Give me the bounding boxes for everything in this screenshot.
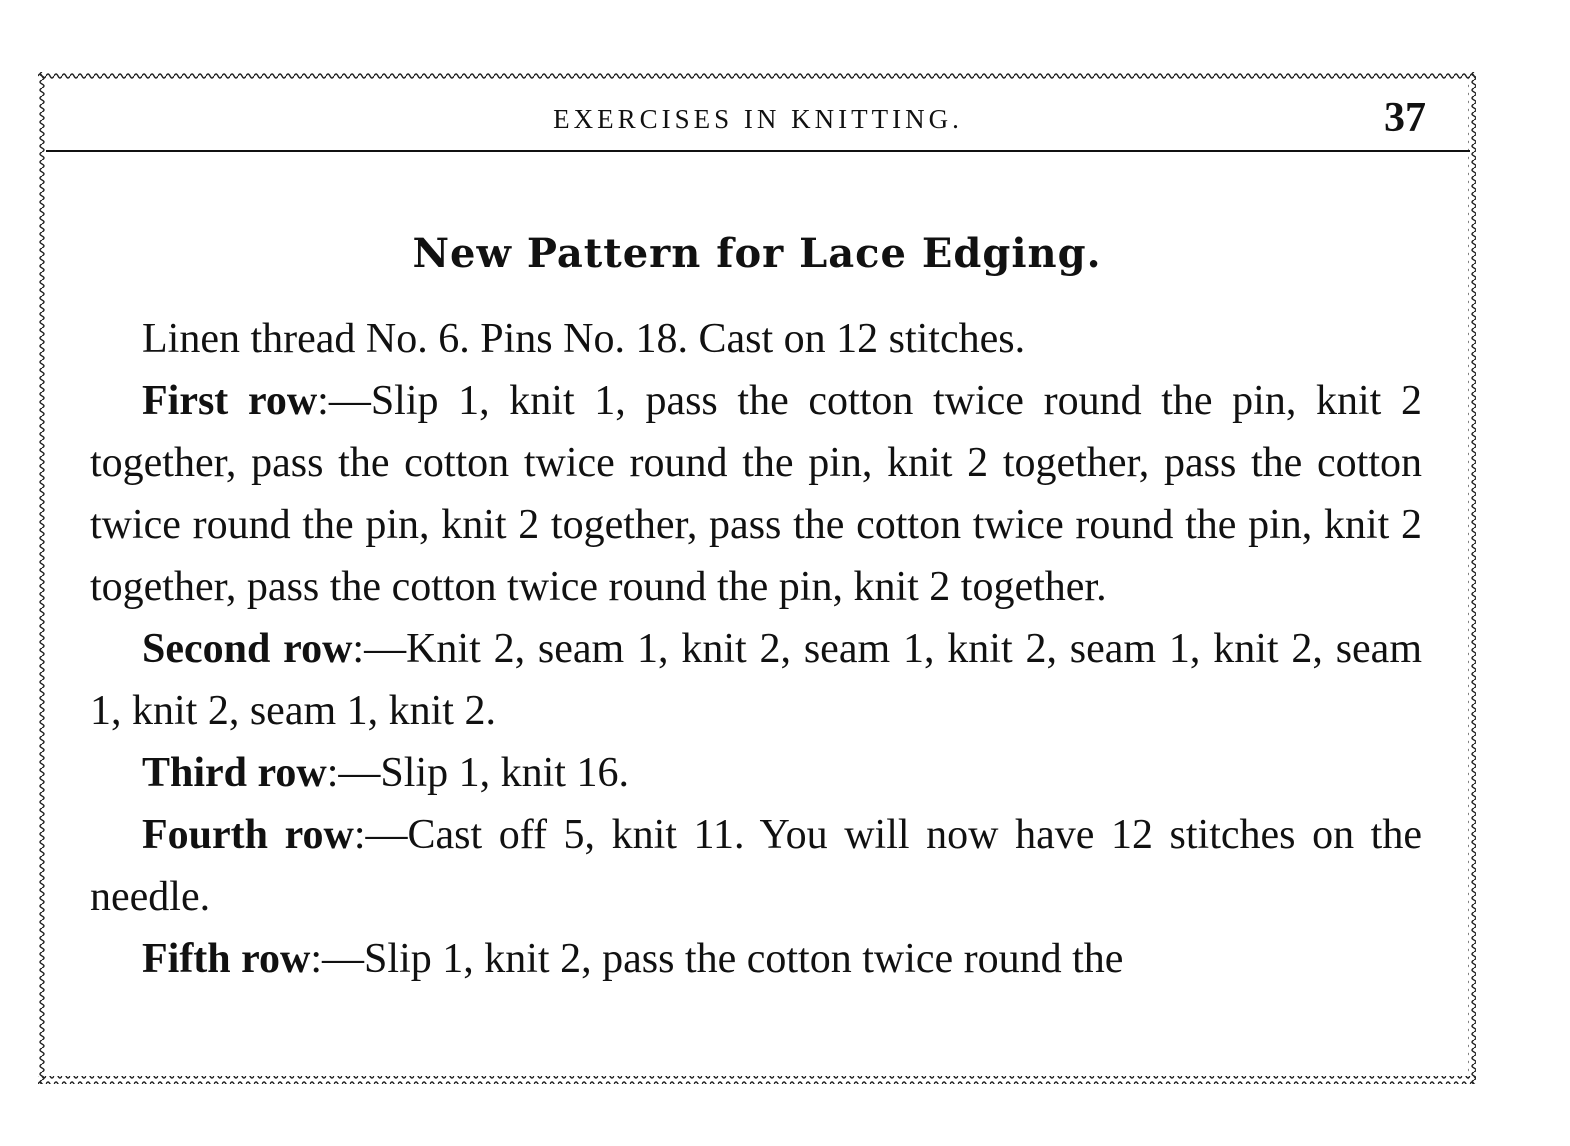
paragraph (90, 370, 1422, 618)
row-label: Fifth row (142, 936, 311, 982)
paragraph-text: :—Slip 1, knit 16. (326, 750, 629, 796)
paragraph-text: :—Knit 2, seam 1, knit 2, seam 1, knit 2, seam 1, knit 2, seam 1, knit 2, seam 1, knit 2. (90, 626, 1422, 734)
header-rule (46, 150, 1470, 152)
running-title: EXERCISES IN KNITTING. (553, 104, 963, 134)
paragraph (90, 804, 1422, 928)
paragraph (90, 618, 1422, 742)
paragraph (90, 308, 1422, 370)
body-text (90, 308, 1422, 990)
paragraph-text: :—Slip 1, knit 2, pass the cotton twice round the (310, 936, 1124, 982)
section-heading: New Pattern for Lace Edging. (412, 230, 1102, 277)
paragraph-text: :—Cast off 5, knit 11. You will now have 12 stitches on the needle. (90, 812, 1422, 920)
paragraph-text: :—Slip 1, knit 1, pass the cotton twice round the pin, knit 2 together, pass the cotton twice round the pin, knit 2 together, pass the cotton twice round the pin, knit 2 together, pass the cotton twice round the pin, knit 2 together, pass the cotton twice round the pin, knit 2 together. (90, 378, 1422, 610)
paragraph (90, 742, 1422, 804)
row-label: Fourth row (142, 812, 354, 858)
running-head (46, 84, 1470, 154)
row-label: Second row (142, 626, 353, 672)
page-frame (38, 72, 1476, 1084)
paragraph-text: Linen thread No. 6. Pins No. 18. Cast on 12 stitches. (142, 316, 1026, 362)
row-label: Third row (142, 750, 327, 796)
row-label: First row (142, 378, 318, 424)
paragraph (90, 928, 1422, 990)
page-number: 37 (1384, 95, 1426, 141)
